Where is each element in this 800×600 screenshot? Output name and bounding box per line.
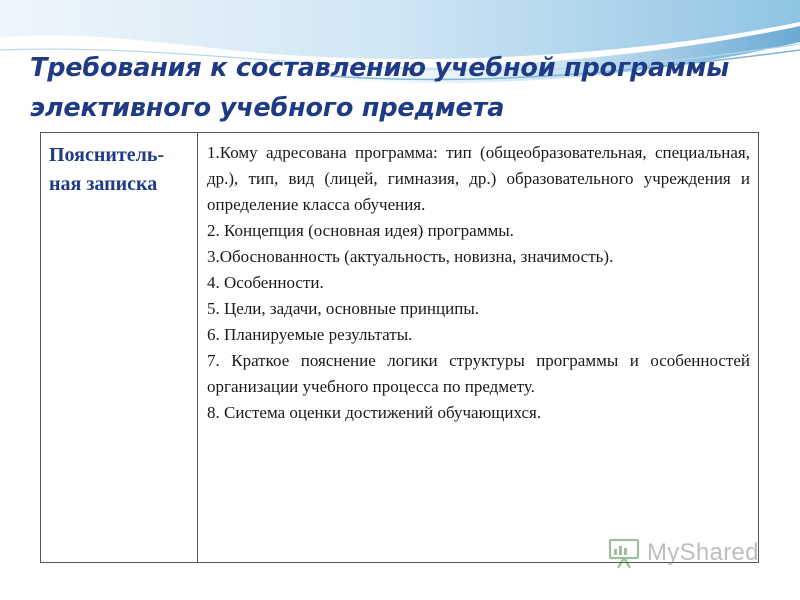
slide-title: Требования к составлению учебной программы элективного учебного предмета xyxy=(30,53,730,123)
list-item: 8. Система оценки достижений обучающихся. xyxy=(207,403,542,422)
list-item: 2. Концепция (основная идея) программы. xyxy=(207,221,514,240)
list-item: 4. Особенности. xyxy=(207,273,324,292)
list-item: 6. Планируемые результаты. xyxy=(207,325,413,344)
section-label: Пояснительная записка xyxy=(49,144,165,195)
requirements-table xyxy=(40,132,759,563)
section-label-cell xyxy=(41,133,198,562)
list-item: 1.Кому адресована программа: тип (общеобразовательная, специальная, др.), тип, вид (лицей, гимназия, др.) образовательного учреждения и определение класса обучения. xyxy=(207,143,750,214)
list-item: 3.Обоснованность (актуальность, новизна, значимость). xyxy=(207,247,614,266)
requirements-list xyxy=(198,133,758,562)
watermark-text: MyShared xyxy=(647,539,759,566)
list-item: 5. Цели, задачи, основные принципы. xyxy=(207,299,479,318)
list-item: 7. Краткое пояснение логики структуры программы и особенностей организации учебного процесса по предмету. xyxy=(207,351,750,396)
presentation-board-icon xyxy=(607,536,641,570)
watermark xyxy=(607,536,759,570)
